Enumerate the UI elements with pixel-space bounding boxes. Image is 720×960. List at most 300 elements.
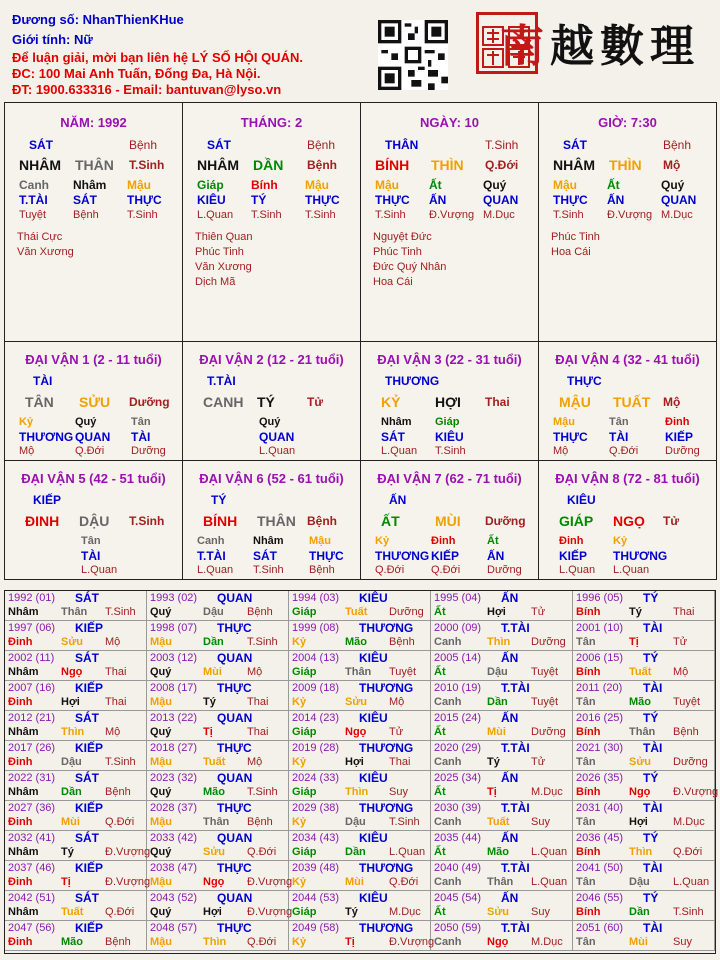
year-stem: Bính <box>576 786 601 798</box>
luck-cell <box>182 460 361 580</box>
year-label: 2039 (48) <box>292 862 340 874</box>
year-label: 2027 (36) <box>8 802 56 814</box>
luck-stem: ẤT <box>381 513 400 529</box>
year-cell <box>431 921 573 951</box>
year-branch: Dậu <box>629 876 650 888</box>
luck-hidden-phase: Q.Đới <box>609 445 639 457</box>
year-label: 2041 (50) <box>576 862 624 874</box>
year-branch: Hợi <box>487 606 506 618</box>
year-label: 2051 (60) <box>576 922 624 934</box>
luck-hidden-stem: Mậu <box>553 416 575 428</box>
year-label: 2048 (57) <box>150 922 198 934</box>
logo-char: 數 <box>600 21 650 72</box>
luck-god: KIÊU <box>567 493 596 507</box>
year-cell <box>431 621 573 651</box>
year-god: THƯƠNG <box>359 621 414 635</box>
luck-phase: Thai <box>485 395 510 409</box>
annual-years-grid <box>4 590 719 954</box>
year-label: 2012 (21) <box>8 712 56 724</box>
year-branch: Thìn <box>487 636 511 648</box>
year-branch: Tuất <box>487 816 510 828</box>
year-cell <box>573 591 715 621</box>
year-label: 2022 (31) <box>8 772 56 784</box>
pillar-title: NGÀY: 10 <box>420 115 479 130</box>
luck-hidden-god: T.TÀI <box>197 549 226 563</box>
year-god: QUAN <box>217 591 253 605</box>
year-god: SÁT <box>75 891 99 905</box>
year-phase: Tuyệt <box>673 696 701 708</box>
year-branch: Dậu <box>487 666 508 678</box>
luck-god: TÝ <box>211 493 227 507</box>
luck-god: ẤN <box>389 493 407 507</box>
year-phase: Bệnh <box>673 726 699 738</box>
year-phase: Bệnh <box>247 606 273 618</box>
year-god: KIÊU <box>359 651 388 665</box>
hidden-god: THỰC <box>553 193 588 207</box>
luck-stem: KỶ <box>381 394 401 410</box>
year-phase: Tử <box>531 756 546 768</box>
year-label: 2017 (26) <box>8 742 56 754</box>
logo-text <box>500 10 700 74</box>
hidden-phase: T.Sinh <box>251 209 282 221</box>
luck-title: ĐẠI VẬN 6 (52 - 61 tuổi) <box>199 471 344 486</box>
luck-hidden-god: THỰC <box>309 549 344 563</box>
luck-hidden-stem: Kỷ <box>19 416 34 428</box>
luck-hidden-phase: Dưỡng <box>131 445 166 457</box>
year-god: KIÊU <box>359 831 388 845</box>
luck-hidden-phase: L.Quan <box>613 564 650 576</box>
year-label: 2044 (53) <box>292 892 340 904</box>
hidden-god: THỰC <box>375 193 410 207</box>
year-god: THỰC <box>217 741 252 755</box>
year-label: 2050 (59) <box>434 922 482 934</box>
star-name: Dịch Mã <box>195 276 236 288</box>
year-stem: Giáp <box>292 846 317 858</box>
year-phase: Mộ <box>105 636 121 648</box>
year-god: T.TÀI <box>501 921 530 935</box>
year-cell <box>431 771 573 801</box>
luck-branch: MÙI <box>435 513 461 529</box>
year-label: 2040 (49) <box>434 862 482 874</box>
year-stem: Tân <box>576 816 596 828</box>
year-phase: Mộ <box>673 666 689 678</box>
year-branch: Tị <box>61 876 71 888</box>
year-stem: Mậu <box>150 816 172 828</box>
year-branch: Tuất <box>61 906 84 918</box>
year-label: 2024 (33) <box>292 772 340 784</box>
year-label: 2006 (15) <box>576 652 624 664</box>
year-branch: Dần <box>487 696 508 708</box>
year-branch: Tý <box>629 606 642 618</box>
pillar-god: SÁT <box>29 138 53 152</box>
year-branch: Ngọ <box>61 666 83 678</box>
year-label: 2045 (54) <box>434 892 482 904</box>
year-phase: Suy <box>389 786 408 798</box>
hidden-phase: L.Quan <box>197 209 234 221</box>
year-phase: Dưỡng <box>389 606 424 618</box>
luck-phase: Tử <box>663 514 680 528</box>
hidden-god: QUAN <box>661 193 697 207</box>
year-stem: Bính <box>576 606 601 618</box>
luck-phase: Bệnh <box>307 514 337 528</box>
year-phase: L.Quan <box>531 846 568 858</box>
year-phase: M.Dục <box>673 816 705 828</box>
year-cell <box>289 861 431 891</box>
year-cell <box>289 681 431 711</box>
year-branch: Sửu <box>487 906 510 918</box>
branch-phase: Q.Đới <box>485 158 519 172</box>
year-god: TÝ <box>643 831 659 845</box>
year-phase: T.Sinh <box>105 756 136 768</box>
year-branch: Mão <box>345 636 367 648</box>
year-label: 2016 (25) <box>576 712 624 724</box>
year-god: ẤN <box>501 891 519 905</box>
luck-branch: DẬU <box>79 513 110 529</box>
hidden-stem: Canh <box>19 178 49 192</box>
year-branch: Dần <box>345 846 366 858</box>
year-stem: Tân <box>576 876 596 888</box>
luck-hidden-god: KIÊU <box>435 430 464 444</box>
pillar-phase: Bệnh <box>663 138 692 152</box>
year-god: TÝ <box>643 771 659 785</box>
year-stem: Quý <box>150 846 172 858</box>
year-god: KIẾP <box>75 681 104 695</box>
year-label: 2047 (56) <box>8 922 56 934</box>
hidden-god: QUAN <box>483 193 519 207</box>
year-god: SÁT <box>75 711 99 725</box>
year-god: THỰC <box>217 861 252 875</box>
hidden-god: ẤN <box>607 193 625 207</box>
year-god: ẤN <box>501 771 519 785</box>
year-branch: Mùi <box>61 816 80 828</box>
year-cell <box>5 921 147 951</box>
owner-name: Đương số: NhanThienKHue <box>12 12 184 27</box>
hidden-stem: Mậu <box>127 178 151 192</box>
year-phase: L.Quan <box>531 876 568 888</box>
luck-stem: CANH <box>203 394 244 410</box>
logo-char: 理 <box>650 21 700 72</box>
year-label: 2005 (14) <box>434 652 482 664</box>
year-god: SÁT <box>75 771 99 785</box>
year-cell <box>147 771 289 801</box>
year-god: T.TÀI <box>501 801 530 815</box>
year-label: 1996 (05) <box>576 592 624 604</box>
star-name: Phúc Tinh <box>373 246 422 258</box>
year-label: 2009 (18) <box>292 682 340 694</box>
hidden-stem: Mậu <box>553 178 577 192</box>
hidden-stem: Ất <box>429 178 442 192</box>
year-god: QUAN <box>217 831 253 845</box>
star-name: Phúc Tinh <box>551 231 600 243</box>
pillar-title: GIỜ: 7:30 <box>598 115 657 130</box>
branch-phase: Bệnh <box>307 158 337 172</box>
year-god: THỰC <box>217 921 252 935</box>
year-cell <box>289 771 431 801</box>
year-cell <box>573 861 715 891</box>
luck-title: ĐẠI VẬN 7 (62 - 71 tuổi) <box>377 471 522 486</box>
star-name: Hoa Cái <box>551 246 591 258</box>
year-cell <box>289 591 431 621</box>
year-branch: Tý <box>61 846 74 858</box>
luck-title: ĐẠI VẬN 3 (22 - 31 tuổi) <box>377 352 522 367</box>
year-branch: Dậu <box>61 756 82 768</box>
year-branch: Thân <box>61 606 88 618</box>
year-stem: Đinh <box>8 876 33 888</box>
year-god: THƯƠNG <box>359 921 414 935</box>
year-cell <box>147 651 289 681</box>
year-stem: Quý <box>150 906 172 918</box>
year-stem: Bính <box>576 846 601 858</box>
year-stem: Nhâm <box>8 666 39 678</box>
year-stem: Nhâm <box>8 846 39 858</box>
year-phase: Đ.Vượng <box>105 876 151 888</box>
year-label: 2000 (09) <box>434 622 482 634</box>
year-cell <box>431 681 573 711</box>
year-label: 2002 (11) <box>8 652 55 664</box>
gender: Giới tính: Nữ <box>12 32 93 47</box>
year-god: TÝ <box>643 891 659 905</box>
year-god: QUAN <box>217 651 253 665</box>
year-cell <box>5 861 151 891</box>
year-phase: Tử <box>673 636 688 648</box>
year-phase: Mộ <box>247 666 263 678</box>
pillar-cell <box>538 102 717 342</box>
year-branch: Ngọ <box>345 726 367 738</box>
luck-cell <box>4 460 183 580</box>
year-stem: Ất <box>434 846 446 858</box>
year-stem: Mậu <box>150 636 172 648</box>
year-cell <box>431 891 573 921</box>
luck-hidden-god: QUAN <box>75 430 111 444</box>
star-name: Thiên Quan <box>195 231 253 243</box>
year-cell <box>147 831 289 861</box>
branch-phase: T.Sinh <box>129 158 165 172</box>
year-label: 2034 (43) <box>292 832 340 844</box>
qr-code-icon <box>378 20 448 90</box>
year-cell <box>289 921 435 951</box>
year-stem: Kỷ <box>292 816 307 828</box>
luck-hidden-stem: Đinh <box>431 535 456 547</box>
hidden-phase: T.Sinh <box>305 209 336 221</box>
year-stem: Canh <box>434 816 462 828</box>
year-branch: Thân <box>345 666 372 678</box>
year-god: KIẾP <box>75 621 104 635</box>
year-label: 1998 (07) <box>150 622 198 634</box>
year-branch: Mão <box>61 936 83 948</box>
luck-hidden-stem: Mậu <box>309 535 331 547</box>
year-branch: Hợi <box>203 906 222 918</box>
luck-stem: TÂN <box>25 394 54 410</box>
hidden-god: KIÊU <box>197 193 226 207</box>
year-phase: Tử <box>531 606 546 618</box>
year-phase: Dưỡng <box>673 756 708 768</box>
year-label: 2021 (30) <box>576 742 624 754</box>
luck-cell <box>4 341 183 461</box>
year-branch: Tuất <box>203 756 226 768</box>
hidden-stem: Giáp <box>197 178 224 192</box>
year-god: KIẾP <box>75 921 104 935</box>
year-label: 2026 (35) <box>576 772 624 784</box>
luck-hidden-god: THƯƠNG <box>19 430 74 444</box>
year-cell <box>5 591 147 621</box>
year-phase: Suy <box>531 816 550 828</box>
year-stem: Ất <box>434 786 446 798</box>
year-branch: Thân <box>629 726 656 738</box>
year-branch: Thìn <box>629 846 653 858</box>
year-stem: Quý <box>150 786 172 798</box>
logo-char: 越 <box>550 21 600 72</box>
hidden-phase: Bệnh <box>73 209 99 221</box>
luck-branch: SỬU <box>79 394 111 410</box>
luck-hidden-god: ẤN <box>487 549 505 563</box>
year-cell <box>5 771 147 801</box>
year-branch: Mùi <box>203 666 222 678</box>
earthly-branch: THÌN <box>431 157 464 173</box>
year-god: T.TÀI <box>501 681 530 695</box>
branch-phase: Mộ <box>663 158 681 172</box>
year-god: SÁT <box>75 591 99 605</box>
luck-stem: MẬU <box>559 394 591 410</box>
year-label: 2023 (32) <box>150 772 198 784</box>
year-cell <box>5 801 147 831</box>
luck-hidden-stem: Ất <box>487 535 499 547</box>
pillar-phase: Bệnh <box>129 138 158 152</box>
luck-god: TÀI <box>33 374 53 388</box>
contact-note: Để luận giải, mời bạn liên hệ LÝ SỐ HỘI QUÁN. <box>12 50 303 65</box>
year-stem: Giáp <box>292 726 317 738</box>
hidden-god: THỰC <box>127 193 162 207</box>
year-stem: Nhâm <box>8 906 39 918</box>
year-stem: Kỷ <box>292 696 307 708</box>
pillar-cell <box>182 102 361 342</box>
header <box>0 0 720 100</box>
year-cell <box>147 741 289 771</box>
year-phase: Mộ <box>105 726 121 738</box>
year-cell <box>573 831 715 861</box>
year-cell <box>5 831 151 861</box>
year-phase: Tuyệt <box>389 666 417 678</box>
year-stem: Ất <box>434 606 446 618</box>
year-stem: Đinh <box>8 636 33 648</box>
year-god: THỰC <box>217 621 252 635</box>
year-branch: Hợi <box>61 696 80 708</box>
year-phase: L.Quan <box>389 846 426 858</box>
year-phase: Q.Đới <box>105 906 135 918</box>
year-branch: Tý <box>345 906 358 918</box>
hidden-phase: Tuyệt <box>19 209 47 221</box>
year-label: 2038 (47) <box>150 862 198 874</box>
year-cell <box>573 921 715 951</box>
year-branch: Mão <box>629 696 651 708</box>
year-branch: Mão <box>487 846 509 858</box>
year-cell <box>5 681 147 711</box>
year-god: ẤN <box>501 831 519 845</box>
luck-hidden-phase: Q.Đới <box>375 564 405 576</box>
luck-branch: NGỌ <box>613 513 645 529</box>
year-cell <box>289 831 431 861</box>
year-cell <box>431 801 573 831</box>
year-cell <box>289 711 431 741</box>
year-phase: Suy <box>673 936 692 948</box>
year-stem: Kỷ <box>292 936 307 948</box>
year-branch: Tuất <box>345 606 368 618</box>
year-phase: Bệnh <box>389 636 415 648</box>
earthly-branch: THÌN <box>609 157 642 173</box>
year-stem: Mậu <box>150 696 172 708</box>
year-label: 2031 (40) <box>576 802 624 814</box>
luck-god: KIẾP <box>33 493 62 507</box>
year-branch: Thìn <box>345 786 369 798</box>
address: ĐC: 100 Mai Anh Tuấn, Đống Đa, Hà Nội. <box>12 66 261 81</box>
year-phase: Q.Đới <box>105 816 135 828</box>
year-cell <box>573 741 715 771</box>
year-branch: Hợi <box>345 756 364 768</box>
heavenly-stem: NHÂM <box>197 157 239 173</box>
year-stem: Tân <box>576 936 596 948</box>
year-phase: Q.Đới <box>389 876 419 888</box>
star-name: Đức Quý Nhân <box>373 261 447 273</box>
star-name: Văn Xương <box>195 261 252 273</box>
hidden-phase: T.Sinh <box>553 209 584 221</box>
luck-god: T.TÀI <box>207 374 236 388</box>
year-label: 2032 (41) <box>8 832 56 844</box>
star-name: Nguyệt Đức <box>373 231 432 243</box>
luck-hidden-stem: Tân <box>131 416 151 428</box>
year-stem: Canh <box>434 936 462 948</box>
year-label: 2008 (17) <box>150 682 198 694</box>
year-god: KIẾP <box>75 801 104 815</box>
year-label: 1993 (02) <box>150 592 198 604</box>
year-god: QUAN <box>217 771 253 785</box>
pillar-cell <box>360 102 539 342</box>
year-phase: Thai <box>673 606 695 618</box>
luck-hidden-stem: Đinh <box>665 416 690 428</box>
pillar-phase: T.Sinh <box>485 138 519 152</box>
year-label: 2004 (13) <box>292 652 340 664</box>
year-cell <box>5 621 147 651</box>
luck-cell <box>360 460 539 580</box>
luck-hidden-stem: Tân <box>609 416 629 428</box>
year-phase: L.Quan <box>673 876 710 888</box>
year-cell <box>431 591 573 621</box>
year-branch: Thìn <box>61 726 85 738</box>
year-stem: Giáp <box>292 606 317 618</box>
year-god: T.TÀI <box>501 621 530 635</box>
star-name: Thái Cực <box>17 231 63 243</box>
luck-hidden-phase: Mộ <box>19 445 35 457</box>
heavenly-stem: NHÂM <box>553 157 595 173</box>
luck-branch: TUẤT <box>613 394 651 410</box>
year-label: 2018 (27) <box>150 742 198 754</box>
year-branch: Mùi <box>629 936 648 948</box>
luck-hidden-god: SÁT <box>253 549 277 563</box>
luck-hidden-stem: Nhâm <box>253 535 284 547</box>
luck-hidden-phase: L.Quan <box>259 445 296 457</box>
hidden-phase: M.Dục <box>661 209 693 221</box>
year-stem: Nhâm <box>8 786 39 798</box>
pillar-god: SÁT <box>207 138 231 152</box>
year-label: 2001 (10) <box>576 622 624 634</box>
year-phase: Đ.Vượng <box>673 786 719 798</box>
luck-hidden-phase: L.Quan <box>81 564 118 576</box>
luck-phase: Dưỡng <box>485 514 526 528</box>
pillar-title: THÁNG: 2 <box>240 115 303 130</box>
year-cell <box>147 891 293 921</box>
year-cell <box>573 651 715 681</box>
year-god: ẤN <box>501 711 519 725</box>
year-god: TÝ <box>643 591 659 605</box>
year-cell <box>573 621 715 651</box>
